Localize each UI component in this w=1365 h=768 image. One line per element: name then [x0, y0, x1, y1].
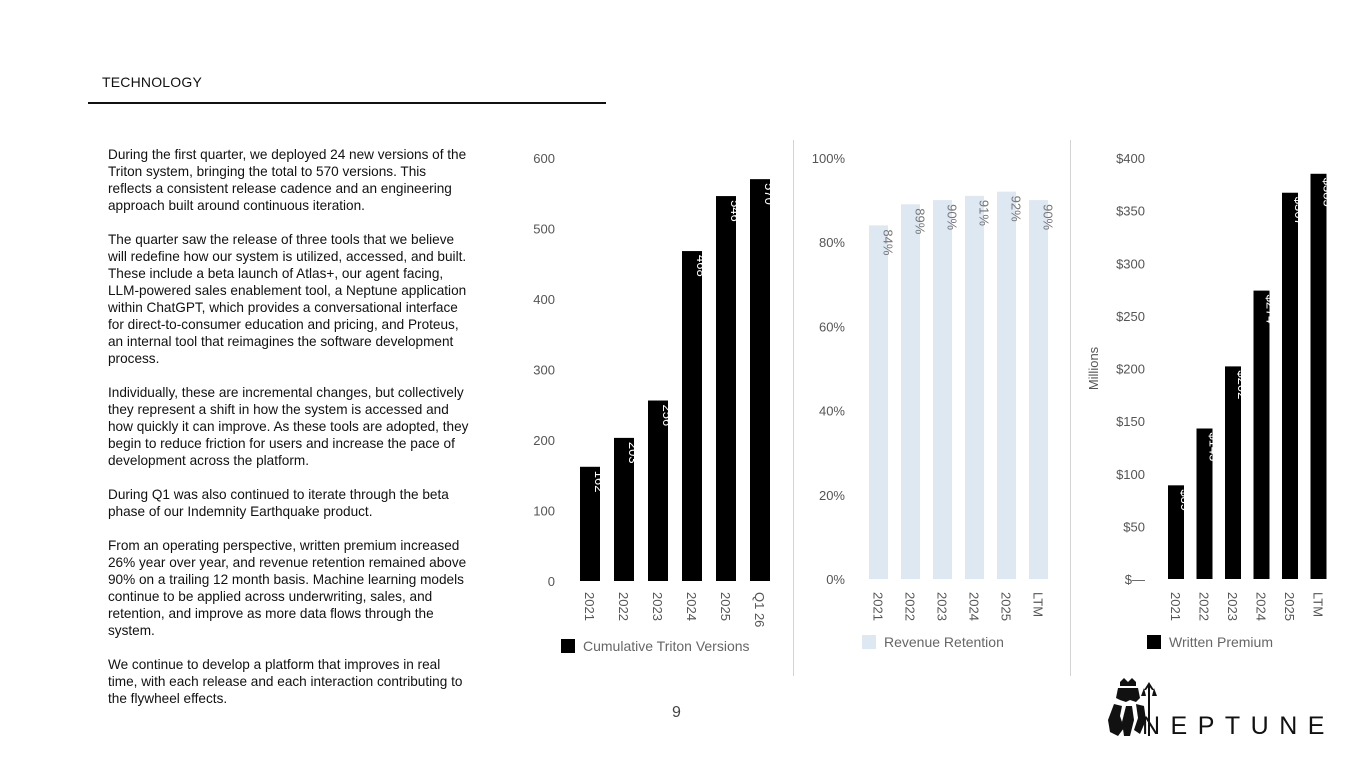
section-title: TECHNOLOGY — [102, 74, 203, 90]
data-label: 90% — [944, 204, 960, 231]
y-tick-label: $— — [1124, 572, 1145, 587]
data-label: $274 — [1263, 294, 1279, 324]
data-label: 256 — [660, 404, 675, 427]
paragraph: We continue to develop a platform that improves in real time, with each release and each interaction contributing to the flywheel effects. — [108, 657, 463, 706]
legend-label: Written Premium — [1169, 634, 1273, 650]
data-label: 162 — [592, 470, 607, 493]
x-tick-label: Q1 26 — [752, 592, 767, 628]
data-label: 468 — [694, 255, 709, 277]
x-tick-label: 2021 — [582, 592, 597, 621]
y-tick-label: 600 — [533, 151, 555, 166]
legend-label: Revenue Retention — [884, 634, 1004, 650]
paragraph: From an operating perspective, written premium increased 26% year over year, and revenue retention remained above 90% on a trailing 12 month basis. Machine learning models continue to be applied across underwriting, sales, and retention, and improve as more data flows through the system. — [108, 538, 467, 638]
y-tick-label: 0 — [547, 574, 555, 589]
x-tick-label: 2025 — [718, 592, 733, 621]
data-label: $367 — [1292, 196, 1307, 226]
paragraph: During Q1 was also continued to iterate through the beta phase of our Indemnity Earthquake product. — [108, 487, 449, 519]
y-tick-label: $150 — [1116, 414, 1145, 430]
x-tick-label: 2021 — [870, 592, 886, 621]
y-tick-label: $100 — [1116, 466, 1145, 482]
bar — [1282, 193, 1298, 579]
y-tick-label: 400 — [533, 292, 555, 307]
x-tick-label: 2023 — [934, 592, 950, 621]
data-label: $385 — [1320, 177, 1336, 207]
x-tick-label: 2025 — [1282, 592, 1297, 621]
legend-swatch — [1147, 635, 1161, 649]
page-number: 9 — [672, 704, 681, 721]
x-tick-label: 2022 — [616, 592, 631, 621]
data-label: $89 — [1178, 489, 1193, 512]
x-tick-label: 2021 — [1168, 592, 1183, 621]
y-tick-label: 80% — [818, 235, 845, 251]
x-tick-label: 2023 — [650, 592, 665, 621]
data-label: 89% — [912, 208, 928, 235]
y-tick-label: $300 — [1116, 256, 1145, 272]
y-tick-label: 100 — [533, 503, 555, 519]
y-tick-label: $50 — [1123, 519, 1145, 535]
y-tick-label: $200 — [1116, 361, 1145, 377]
y-tick-label: 200 — [533, 433, 555, 448]
x-tick-label: 2024 — [684, 592, 699, 621]
x-tick-label: 2025 — [998, 592, 1014, 621]
paragraph: The quarter saw the release of three tools that we believe will redefine how our system is utilized, accessed, and built. These include a beta launch of Atlas+, our agent facing, LLM-powered sales enablement tool, a Neptune application within ChatGPT, which provides a conversational interface for direct-to-consumer education and pricing, and Proteus, an internal tool that reimagines the software development process. — [108, 232, 467, 366]
y-tick-label: 300 — [533, 362, 555, 378]
data-label: 92% — [1008, 195, 1024, 222]
bar — [1311, 174, 1327, 579]
data-label: 546 — [728, 200, 743, 222]
x-tick-label: LTM — [1030, 592, 1046, 618]
y-tick-label: 0% — [826, 572, 845, 587]
x-tick-label: 2024 — [966, 592, 982, 621]
data-label: 91% — [976, 199, 992, 226]
y-tick-label: 60% — [818, 319, 845, 335]
y-tick-label: 100% — [811, 151, 845, 166]
data-label: $143 — [1206, 432, 1222, 462]
y-tick-label: 500 — [533, 221, 555, 237]
y-tick-label: $250 — [1116, 308, 1145, 324]
y-tick-label: $400 — [1116, 151, 1145, 166]
neptune-logo-text: NEPTUNE — [1142, 712, 1335, 740]
x-tick-label: 2024 — [1253, 592, 1269, 621]
paragraph: During the first quarter, we deployed 24 new versions of the Triton system, bringing the total to 570 versions. This reflects a consistent release cadence and an engineering approach built around continuous iteration. — [108, 147, 467, 213]
x-tick-label: 2023 — [1225, 592, 1240, 621]
bar — [1254, 291, 1270, 579]
x-tick-label: 2022 — [1196, 592, 1212, 621]
y-tick-label: $350 — [1116, 203, 1145, 219]
y-tick-label: 40% — [818, 403, 845, 419]
data-label: 570 — [762, 183, 777, 205]
legend-label: Cumulative Triton Versions — [583, 638, 750, 654]
x-tick-label: LTM — [1310, 592, 1326, 618]
paragraph: Individually, these are incremental changes, but collectively they represent a shift in how the system is accessed and how quickly it can improve. As these tools are adopted, they begin to reduce friction for users and increase the pace of development across the platform. — [108, 385, 469, 468]
data-label: 90% — [1040, 204, 1056, 231]
data-label: $202 — [1235, 370, 1250, 400]
data-label: 203 — [626, 441, 641, 464]
y-tick-label: 20% — [818, 487, 845, 503]
x-tick-label: 2022 — [902, 592, 918, 621]
data-label: 84% — [880, 229, 896, 256]
y-axis-label: Millions — [1086, 346, 1101, 391]
